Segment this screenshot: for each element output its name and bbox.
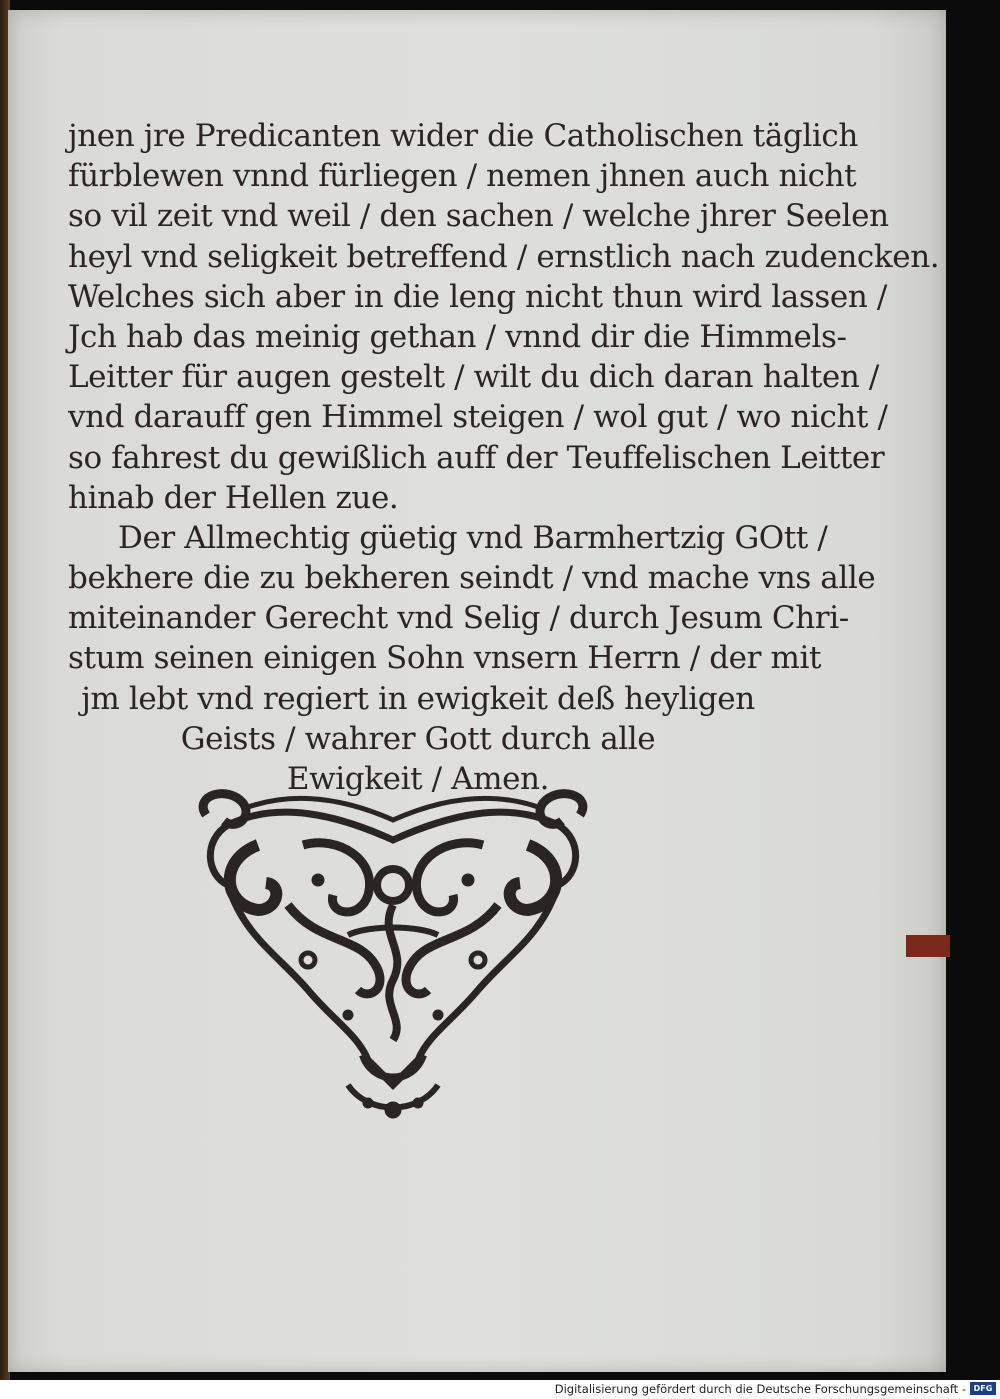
text-line: jm lebt vnd regiert in ewigkeit deß heyligen [81,680,755,717]
text-line: vnd darauff gen Himmel steigen / wol gut / wo nicht / [68,399,888,436]
text-line: fürblewen vnnd fürliegen / nemen jhnen auch nicht [68,158,857,195]
text-line: heyl vnd seligkeit betreffend / ernstlich nach zudencken. [68,238,940,275]
text-line: Ewigkeit / Amen. [286,761,550,797]
text-line: bekhere die zu bekheren seindt / vnd mache vns alle [68,560,876,597]
dfg-logo: DFG [970,1382,996,1395]
footer-credit: Digitalisierung gefördert durch die Deutsche Forschungsgemeinschaft - [554,1382,966,1396]
bookmark-ribbon [906,935,950,957]
text-line: stum seinen einigen Sohn vnsern Herrn / der mit [68,640,822,677]
text-line: Geists / wahrer Gott durch alle [180,720,656,757]
text-line: Jch hab das meinig gethan / vnnd dir die Himmels- [68,318,847,355]
text-line: so vil zeit vnd weil / den sachen / welche jhrer Seelen [68,198,889,235]
text-line: miteinander Gerecht vnd Selig / durch Jesum Chri- [68,600,849,637]
text-line: Der Allmechtig güetig vnd Barmhertzig GOtt / [118,519,828,556]
text-line: Welches sich aber in die leng nicht thun wird lassen / [68,278,887,315]
footer-bar [0,1380,1000,1399]
text-line: Leitter für augen gestelt / wilt du dich daran halten / [68,359,879,396]
text-line: hinab der Hellen zue. [68,479,399,516]
text-line: so fahrest du gewißlich auff der Teuffelischen Leitter [68,439,885,476]
page-text [68,116,940,799]
ornament-tailpiece-icon [188,785,598,1130]
text-line: jnen jre Predicanten wider die Catholischen täglich [68,118,858,154]
